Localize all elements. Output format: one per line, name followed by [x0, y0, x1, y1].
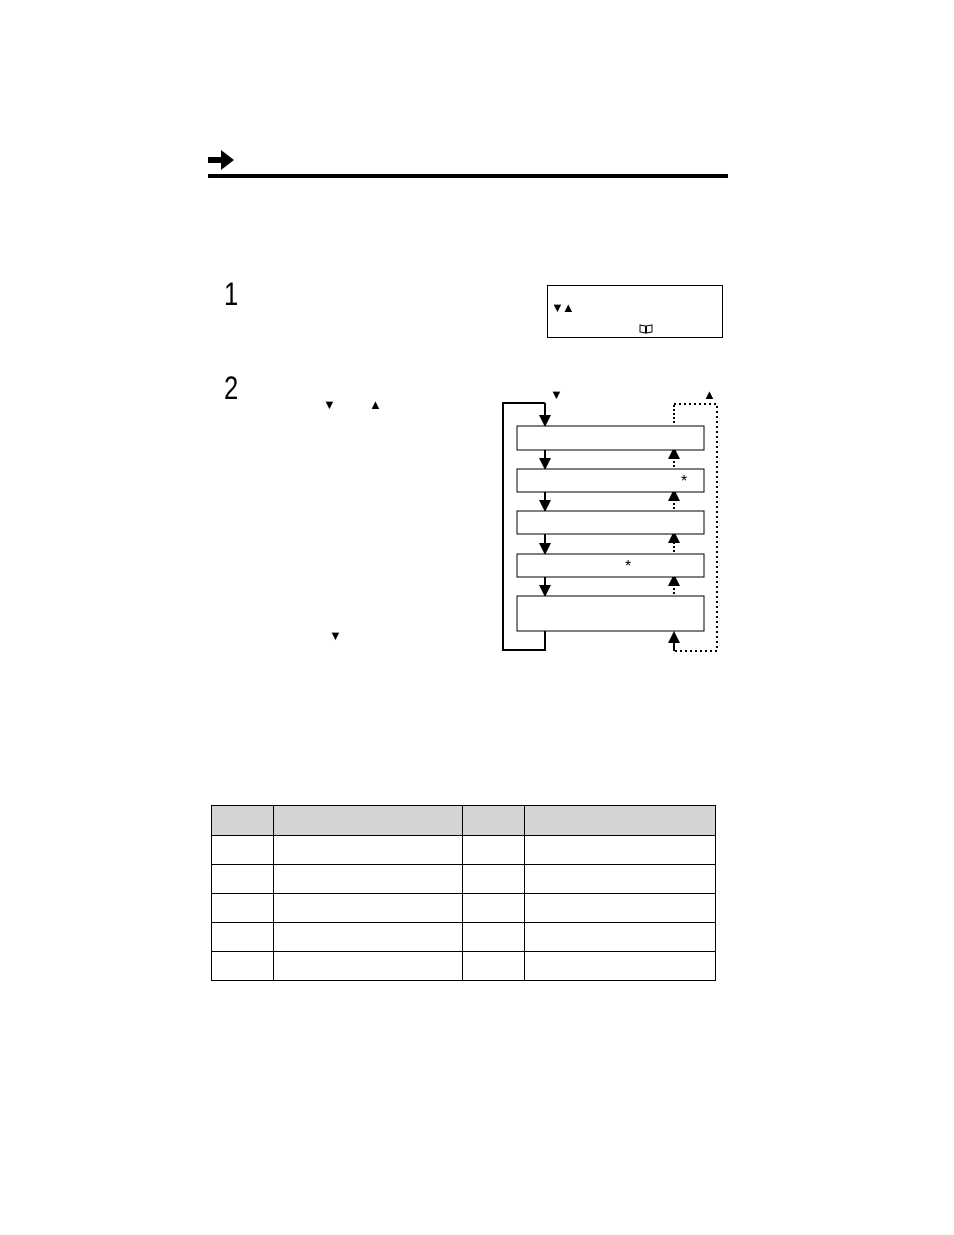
- header-cell: [463, 806, 525, 836]
- data-table: [211, 805, 716, 981]
- flow-asterisk: *: [625, 558, 632, 575]
- table-row: [212, 836, 716, 865]
- table-row: [212, 952, 716, 981]
- header-rule: [208, 174, 728, 178]
- table-row: [212, 894, 716, 923]
- table-cell: [273, 952, 463, 981]
- lcd-arrows: ▼▲: [551, 300, 573, 315]
- table-header-row: [212, 806, 716, 836]
- table-cell: [212, 836, 274, 865]
- header-cell: [212, 806, 274, 836]
- table-row: [212, 923, 716, 952]
- book-icon: [639, 324, 653, 334]
- table-cell: [212, 923, 274, 952]
- header-cell: [525, 806, 716, 836]
- right-arrow-icon: [208, 150, 236, 170]
- table-cell: [463, 952, 525, 981]
- table-cell: [525, 894, 716, 923]
- flow-asterisk: *: [681, 473, 688, 490]
- table-cell: [525, 836, 716, 865]
- table-row: [212, 865, 716, 894]
- step-1-number: 1: [224, 276, 239, 312]
- table-cell: [212, 865, 274, 894]
- flow-up-arrow: ▲: [703, 387, 716, 402]
- table-cell: [273, 894, 463, 923]
- table-cell: [525, 923, 716, 952]
- table-cell: [525, 865, 716, 894]
- step-2-number: 2: [224, 370, 239, 406]
- table-cell: [463, 865, 525, 894]
- down-arrow-glyph: ▼: [323, 397, 336, 412]
- table-cell: [525, 952, 716, 981]
- table-cell: [463, 894, 525, 923]
- lcd-display: [547, 285, 723, 338]
- menu-flow-diagram: [500, 385, 722, 655]
- flow-lines: [500, 385, 722, 655]
- table-cell: [273, 865, 463, 894]
- table-cell: [463, 923, 525, 952]
- table-cell: [212, 952, 274, 981]
- table-cell: [212, 894, 274, 923]
- flow-down-arrow: ▼: [550, 387, 563, 402]
- table-cell: [463, 836, 525, 865]
- up-arrow-glyph: ▲: [369, 397, 382, 412]
- down-arrow-glyph: ▼: [329, 628, 342, 643]
- header-cell: [273, 806, 463, 836]
- table-cell: [273, 923, 463, 952]
- table-cell: [273, 836, 463, 865]
